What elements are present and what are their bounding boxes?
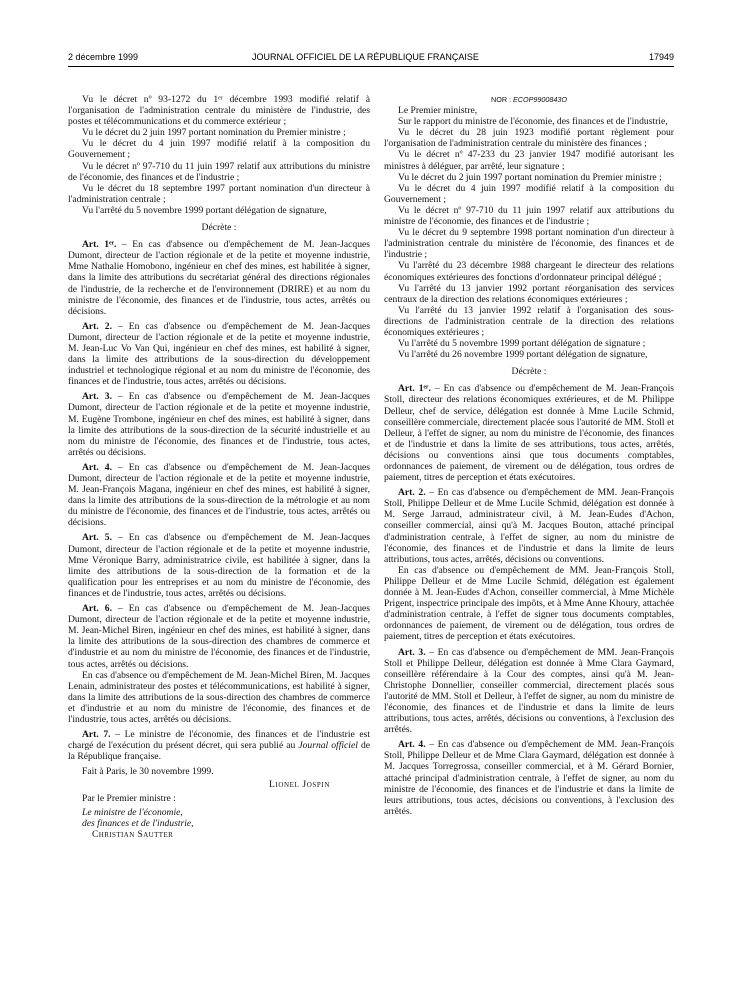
left-column [68,94,370,840]
article-label: Art. 5. [82,532,112,544]
fait-a-paris: Fait à Paris, le 30 novembre 1999. [82,766,214,778]
minister-name: Christian Sautter [92,828,174,840]
visa: Vu le décret du 2 juin 1997 portant nomination du Premier ministre ; [398,171,662,183]
article-label: Art. 2. [398,487,426,499]
article-text: – En cas d'absence ou d'empêchement de M. Jean-Jacques Dumont, directeur de l'action régionale et de la petite et moyenne industrie, M. Jean-Luc Vo Van Qui, ingénieur en chef des mines, est habilité à signer, dans la limite des attributions de la sous-direction du développement industriel et technologique régional et au nom du ministre de l'économie, des finances et de l'industrie, tous actes, arrêtés ou décisions. [68,320,370,388]
article-paragraph: En cas d'absence ou d'empêchement de MM. Jean-François Stoll, Philippe Delleur et de Mme Lucile Schmid, délégation est également donnée à M. Jean-Eudes d'Achon, conseiller commercial, à Mme Michèle Prigent, inspectrice principale des impôts, et à Mme Anne Khoury, attachée d'administration centrale, à l'effet de signer tous documents comptables, ordonnances de paiement, de virement ou de délégation, tous ordres de paiement, titres de perception et états exécutoires. [384,564,674,643]
visa: Vu l'arrêté du 5 novembre 1999 portant délégation de signature, [82,204,327,216]
visa: Vu l'arrêté du 5 novembre 1999 portant délégation de signature ; [398,338,646,350]
header-page-number: 17949 [648,52,674,62]
article-text: – En cas d'absence ou d'empêchement de M. Jean-François Stoll, directeur des relations économiques extérieures, et de M. Philippe Delleur, chef de service, délégation est donnée à Mme Lucile Schmid, conseillère commerciale, directement placée sous l'autorité de MM. Stoll et Delleur, à l'effet de signer, au nom du ministre de l'économie, des finances et de l'industrie et dans la limite de ses attributions, tous actes, arrêtés, décisions ou conventions ainsi que tous documents comptables, ordonnances de paiement, de virement ou de délégation, tous ordres de paiement, titres de perception et états exécutoires. [384,383,674,484]
nor-reference [384,94,674,105]
visa: Vu le décret du 4 juin 1997 modifié relatif à la composition du Gouvernement ; [384,182,674,205]
article [68,462,370,529]
par-le-premier-ministre: Par le Premier ministre : [82,792,176,804]
header-journal-title: JOURNAL OFFICIEL DE LA RÉPUBLIQUE FRANÇAISE [252,52,479,62]
article-text: de la République française. [68,740,370,763]
article [384,383,674,483]
journal-officiel-italic: Journal officiel [298,740,358,752]
article-text: – En cas d'absence ou d'empêchement de M. Jean-Jacques Dumont, directeur de l'action régionale et de la petite et moyenne industrie, Mme Véronique Barry, administratrice civile, est habilitée à signer, dans la limite des attributions de la sous-direction de la formation et de la qualification pour les entreprises et au nom du ministre de l'économie, des finances et de l'industrie, tous actes, arrêtés ou décisions. [68,532,370,599]
article [68,239,370,317]
article-label: Art. 1ᵉʳ. [398,383,431,395]
article [68,532,370,599]
visa: Vu le décret du 28 juin 1923 modifié portant règlement pour l'organisation de l'administration centrale du ministère des finances ; [384,127,674,150]
article [384,487,674,565]
article [68,321,370,388]
le-premier-ministre: Le Premier ministre, [398,105,478,117]
minister-title: Le ministre de l'économie, [82,806,183,818]
article-text: – En cas d'absence ou d'empêchement de M. Jean-Jacques Dumont, directeur de l'action régionale et de la petite et moyenne industrie, M. Eugène Trombone, ingénieur en chef des mines, est habilité à signer, dans la limite des attributions de la sous-direction de la sécurité industrielle et au nom du ministre de l'économie, des finances et de l'industrie, tous actes, arrêtés ou décisions. [68,391,370,458]
nor-code: ECOP9900843O [513,95,567,104]
visa: Vu le décret nº 97-710 du 11 juin 1997 relatif aux attributions du ministre de l'économie, des finances et de l'industrie ; [384,204,674,228]
header-rule [68,66,674,67]
article-text: – En cas d'absence ou d'empêchement de M. Jean-Jacques Dumont, directeur de l'action régionale et de la petite et moyenne industrie, M. Jean-François Magana, ingénieur en chef des mines, est habilité à signer, dans la limite des attributions de la sous-direction de la métrologie et au nom du ministre de l'économie, des finances et de l'industrie, tous actes, arrêtés ou décisions. [68,461,370,529]
article-label: Art. 7. [82,729,111,741]
visa: Vu l'arrêté du 13 janvier 1992 portant réorganisation des services centraux de la direction des relations économiques extérieures ; [384,282,674,305]
article [68,603,370,670]
article [68,729,370,762]
header-date: 2 décembre 1999 [68,52,139,62]
article-text: – En cas d'absence ou d'empêchement de MM. Jean-François Stoll, Philippe Delleur et de Mme Lucile Schmid, délégation est donnée à M. Serge Jarraud, administrateur civil, à M. Jean-Eudes d'Achon, conseiller commercial, ainsi qu'à M. Jacques Bouton, attaché principal d'administration centrale, à l'effet de signer, au nom du ministre de l'économie, des finances et de l'industrie et dans la limite de leurs attributions, tous actes, arrêtés, décisions ou conventions. [384,487,674,565]
article-label: Art. 2. [82,320,112,332]
visa: Vu l'arrêté du 26 novembre 1999 portant délégation de signature, [398,349,648,361]
article-text: – En cas d'absence ou d'empêchement de M. Jean-Jacques Dumont, directeur de l'action régionale et de la petite et moyenne industrie, Mme Nathalie Homobono, ingénieur en chef des mines, est habilitée à signer, dans la limite des attributions du secrétariat général des directions régionales de l'industrie, de la recherche et de l'environnement (DRIRE) et au nom du ministre de l'économie, des finances et de l'industrie, tous actes, arrêtés ou décisions. [68,239,370,317]
right-column [384,94,674,817]
article-text: – En cas d'absence ou d'empêchement de MM. Jean-François Stoll et Philippe Delleur, délégation est donnée à Mme Clara Gaymard, conseillère référendaire à la Cour des comptes, ainsi qu'à M. Jean-Christophe Donnellier, conseiller commercial, directement placés sous l'autorité de MM. Stoll et Delleur, à l'effet de signer, au nom du ministre de l'économie, des finances et de l'industrie et dans la limite de leurs attributions, tous actes, arrêtés, décisions ou conventions, à l'exclusion des arrêtés. [384,646,674,736]
article-text: – En cas d'absence ou d'empêchement de M. Jean-Jacques Dumont, directeur de l'action régionale et de la petite et moyenne industrie, M. Jean-Michel Biren, ingénieur en chef des mines, est habilité à signer, dans la limite des attributions de la sous-direction des chambres de commerce et d'industrie et au nom du ministre de l'économie, des finances et de l'industrie, tous actes, arrêtés ou décisions. [68,603,370,670]
visa: Vu le décret du 2 juin 1997 portant nomination du Premier ministre ; [82,127,346,139]
decrete-heading: Décrète : [511,366,547,378]
decrete-heading: Décrète : [201,222,237,234]
visa: Vu le décret nº 97-710 du 11 juin 1997 relatif aux attributions du ministre de l'économie, des finances et de l'industrie ; [68,160,370,183]
article-label: Art. 6. [82,603,112,615]
article-label: Art. 1ᵉʳ. [82,239,117,251]
article [384,739,674,817]
article-label: Art. 4. [82,461,112,473]
article-label: Art. 3. [82,391,112,403]
minister-title: des finances et de l'industrie, [82,817,194,829]
visa: Vu le décret du 9 septembre 1998 portant nomination d'un directeur à l'administration centrale du ministère de l'économie, des finances et de l'industrie ; [384,227,674,261]
article-label: Art. 4. [398,739,426,751]
signatory-name: Lionel Jospin [268,779,330,791]
visa: Vu le décret nº 47-233 du 23 janvier 1947 modifié autorisant les ministres à déléguer, par arrêté, leur signature ; [384,149,674,172]
article-paragraph: En cas d'absence ou d'empêchement de M. Jean-Michel Biren, M. Jacques Lenain, administrateur des postes et télécommunications, est habilité à signer, dans la limite des attributions de la sous-direction des chambres de commerce et d'industrie et au nom du ministre de l'économie, des finances et de l'industrie, tous actes, arrêtés ou décisions. [68,669,370,725]
visa: Vu le décret du 18 septembre 1997 portant nomination d'un directeur à l'administration centrale ; [68,182,370,205]
nor-label: NOR : [491,95,513,104]
visa: Vu l'arrêté du 13 janvier 1992 relatif à l'organisation des sous-directions de l'administration centrale de la direction des relations économiques extérieures ; [384,304,674,338]
article-text: – Le ministre de l'économie, des finances et de l'industrie est chargé de l'exécution du présent décret, qui sera publié au [68,729,371,752]
visa: Vu l'arrêté du 23 décembre 1988 chargeant le directeur des relations économiques extérieures des fonctions d'ordonnateur principal délégué ; [384,260,674,283]
article-label: Art. 3. [398,646,426,658]
visa: Vu le décret du 4 juin 1997 modifié relatif à la composition du Gouvernement ; [68,138,370,161]
visa: Sur le rapport du ministre de l'économie, des finances et de l'industrie, [398,116,668,128]
article-text: – En cas d'absence ou d'empêchement de MM. Jean-François Stoll, Philippe Delleur et de Mme Clara Gaymard, délégation est donnée à M. Jacques Torregrossa, conseiller commercial, et à M. Gérard Bornier, attaché principal d'administration centrale, à l'effet de signer, au nom du ministre de l'économie, des finances et de l'industrie et dans la limite de leurs attributions, tous actes, décisions ou conventions, à l'exclusion des arrêtés. [384,739,674,817]
article [384,647,674,736]
visa: Vu le décret nº 93-1272 du 1ᵉʳ décembre 1993 modifié relatif à l'organisation de l'administration centrale du ministère de l'industrie, des postes et télécommunications et du commerce extérieur ; [68,94,370,128]
article [68,391,370,458]
